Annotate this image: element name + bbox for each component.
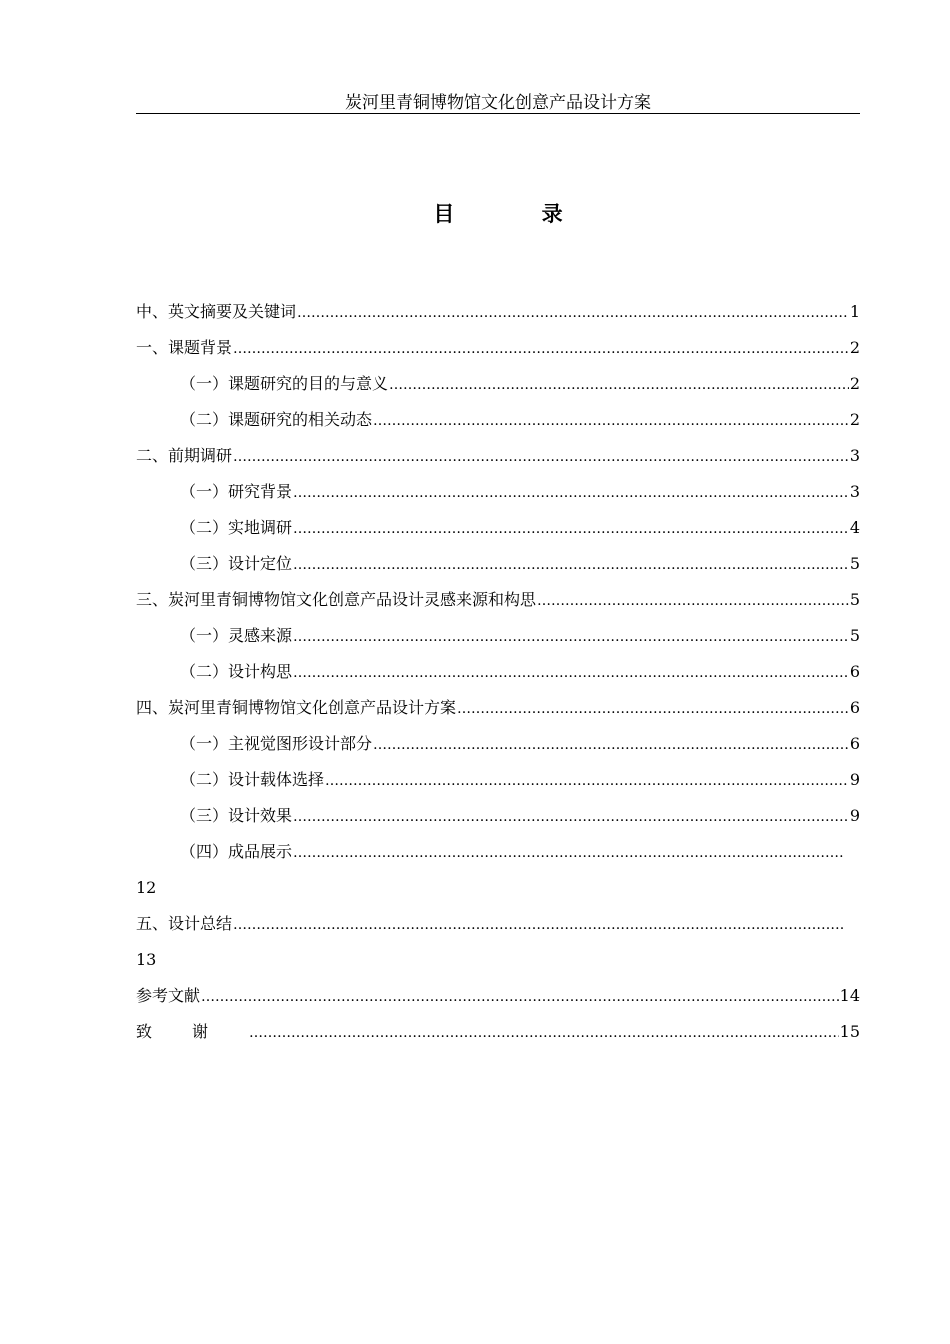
toc-entry[interactable] xyxy=(136,442,860,478)
toc-entry-page: 15 xyxy=(839,1022,860,1041)
toc-entry-label: （一）课题研究的目的与意义 xyxy=(180,374,389,393)
toc-entry[interactable] xyxy=(136,298,860,334)
toc-leader-dots xyxy=(233,335,849,363)
toc-entry[interactable] xyxy=(136,730,860,766)
toc-entry-page: 13 xyxy=(136,950,157,969)
toc-leader-dots xyxy=(233,911,844,939)
toc-entry-label: 五、设计总结 xyxy=(136,914,233,933)
toc-title: 目 录 xyxy=(433,202,603,226)
table-of-contents xyxy=(136,298,860,1054)
toc-leader-dots xyxy=(457,695,849,723)
toc-entry[interactable] xyxy=(136,838,860,874)
toc-entry-label: （二）设计构思 xyxy=(180,662,293,681)
toc-leader-dots xyxy=(373,731,849,759)
toc-entry-label: 四、炭河里青铜博物馆文化创意产品设计方案 xyxy=(136,698,457,717)
toc-entry[interactable] xyxy=(136,622,860,658)
toc-leader-dots xyxy=(233,443,849,471)
toc-entry[interactable] xyxy=(136,982,860,1018)
toc-entry-page: 5 xyxy=(849,554,860,573)
toc-entry[interactable] xyxy=(136,694,860,730)
toc-leader-dots xyxy=(293,803,849,831)
toc-entry[interactable] xyxy=(136,514,860,550)
toc-entry-page: 3 xyxy=(849,482,860,501)
toc-entry-page: 5 xyxy=(849,590,860,609)
toc-entry[interactable] xyxy=(136,658,860,694)
toc-entry-label: （四）成品展示 xyxy=(180,842,293,861)
toc-entry-page: 6 xyxy=(849,698,860,717)
toc-entry-label: 参考文献 xyxy=(136,986,201,1005)
toc-entry-page: 2 xyxy=(849,374,860,393)
toc-entry-label: 三、炭河里青铜博物馆文化创意产品设计灵感来源和构思 xyxy=(136,590,537,609)
toc-entry-page: 2 xyxy=(849,338,860,357)
toc-leader-dots xyxy=(201,983,839,1011)
toc-entry-label: （一）研究背景 xyxy=(180,482,293,501)
toc-leader-dots xyxy=(325,767,849,795)
toc-entry[interactable] xyxy=(136,910,860,946)
toc-entry[interactable] xyxy=(136,478,860,514)
toc-entry[interactable] xyxy=(136,334,860,370)
toc-entry[interactable] xyxy=(136,406,860,442)
toc-entry-page: 1 xyxy=(849,302,860,321)
toc-leader-dots xyxy=(249,1019,839,1047)
toc-entry-page: 9 xyxy=(849,770,860,789)
toc-entry[interactable] xyxy=(136,550,860,586)
toc-entry-label: 中、英文摘要及关键词 xyxy=(136,302,297,321)
toc-entry[interactable] xyxy=(136,766,860,802)
toc-entry-page: 5 xyxy=(849,626,860,645)
toc-entry-label: （一）主视觉图形设计部分 xyxy=(180,734,373,753)
toc-entry-label: （二）设计载体选择 xyxy=(180,770,325,789)
toc-entry-label: （一）灵感来源 xyxy=(180,626,293,645)
toc-entry-label: （二）实地调研 xyxy=(180,518,293,537)
toc-entry-page: 9 xyxy=(849,806,860,825)
toc-leader-dots xyxy=(293,659,849,687)
toc-entry[interactable] xyxy=(136,586,860,622)
toc-leader-dots xyxy=(293,551,849,579)
toc-entry-page: 14 xyxy=(839,986,860,1005)
toc-entry-page: 12 xyxy=(136,878,157,897)
toc-entry-page: 6 xyxy=(849,734,860,753)
toc-leader-dots xyxy=(389,371,849,399)
toc-leader-dots xyxy=(293,479,849,507)
toc-entry-label: 二、前期调研 xyxy=(136,446,233,465)
toc-leader-dots xyxy=(293,515,849,543)
running-header: 炭河里青铜博物馆文化创意产品设计方案 xyxy=(345,93,651,113)
toc-entry-page: 3 xyxy=(849,446,860,465)
toc-entry-label: （三）设计定位 xyxy=(180,554,293,573)
toc-entry-page: 4 xyxy=(849,518,860,537)
toc-leader-dots xyxy=(373,407,849,435)
toc-entry[interactable] xyxy=(136,370,860,406)
toc-entry-label: 一、课题背景 xyxy=(136,338,233,357)
toc-entry-label: （三）设计效果 xyxy=(180,806,293,825)
toc-entry-page: 6 xyxy=(849,662,860,681)
toc-leader-dots xyxy=(297,299,849,327)
toc-entry[interactable] xyxy=(136,802,860,838)
toc-leader-dots xyxy=(537,587,849,615)
toc-leader-dots xyxy=(293,839,844,867)
header-rule xyxy=(136,113,860,114)
toc-entry[interactable] xyxy=(136,1018,860,1054)
toc-entry-label: （二）课题研究的相关动态 xyxy=(180,410,373,429)
toc-entry-page: 2 xyxy=(849,410,860,429)
toc-leader-dots xyxy=(293,623,849,651)
toc-entry-label: 致谢 xyxy=(136,1022,249,1041)
